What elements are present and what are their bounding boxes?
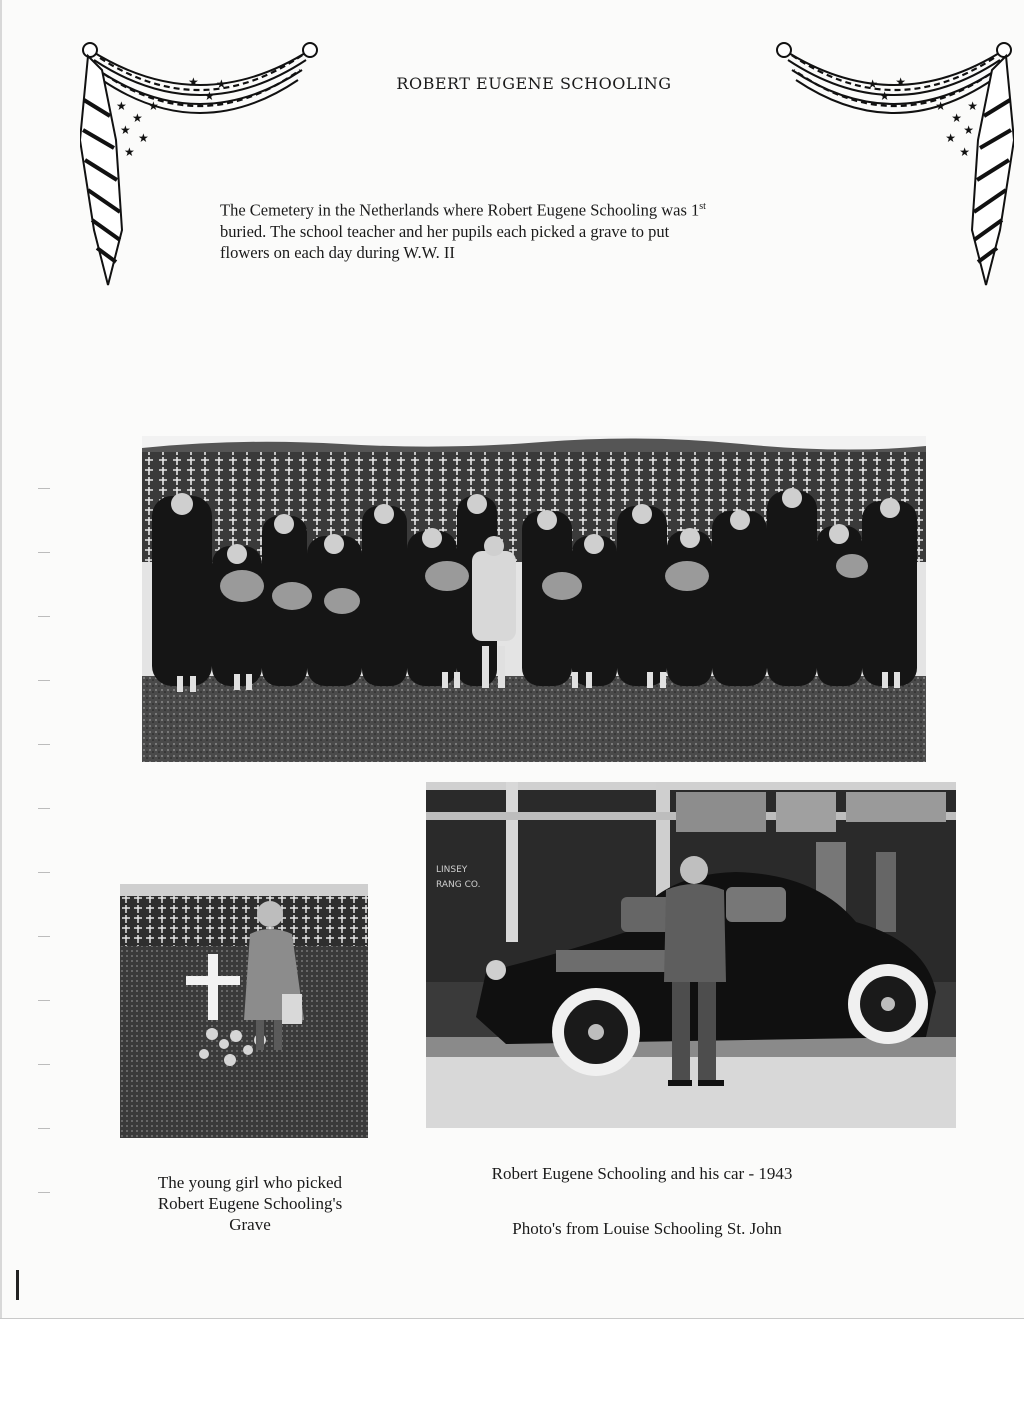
- scan-tick: [38, 872, 50, 873]
- girl-at-grave-photo: [120, 884, 368, 1138]
- group-photo: [142, 436, 926, 762]
- scan-tick: [38, 936, 50, 937]
- scan-tick: [38, 744, 50, 745]
- man-with-car-photo: [426, 782, 956, 1128]
- svg-text:★: ★: [120, 123, 131, 137]
- caption-line: The young girl who picked: [157, 1173, 343, 1192]
- svg-text:★: ★: [895, 75, 906, 89]
- scan-tick: [38, 680, 50, 681]
- svg-text:★: ★: [148, 99, 159, 113]
- svg-text:★: ★: [132, 111, 143, 125]
- svg-text:★: ★: [188, 75, 199, 89]
- intro-superscript: st: [699, 201, 706, 212]
- man-with-car-photo-icon: [426, 782, 956, 1128]
- caption-line: Grave: [229, 1215, 271, 1234]
- svg-text:★: ★: [945, 131, 956, 145]
- intro-paragraph: [220, 196, 870, 263]
- svg-text:★: ★: [116, 99, 127, 113]
- page-title: ROBERT EUGENE SCHOOLING: [396, 74, 672, 93]
- caption-line: Robert Eugene Schooling's: [157, 1194, 343, 1213]
- scan-tick: [38, 552, 50, 553]
- intro-line: [220, 196, 870, 221]
- photo-credit: Photo's from Louise Schooling St. John: [512, 1219, 782, 1238]
- svg-text:★: ★: [963, 123, 974, 137]
- group-photo-cemetery-icon: [142, 436, 926, 762]
- svg-text:RANG CO.: RANG CO.: [436, 880, 481, 890]
- scan-tick: [38, 616, 50, 617]
- svg-text:★: ★: [935, 99, 946, 113]
- scan-tick: [38, 808, 50, 809]
- svg-text:★: ★: [879, 89, 890, 103]
- scan-edge-mark: [16, 1270, 19, 1300]
- svg-text:★: ★: [967, 99, 978, 113]
- car-photo-caption: Robert Eugene Schooling and his car - 1943: [491, 1164, 793, 1183]
- intro-line: buried. The school teacher and her pupils each picked a grave to put: [220, 221, 670, 241]
- scan-tick: [38, 1128, 50, 1129]
- svg-text:LINSEY: LINSEY: [436, 865, 468, 875]
- svg-text:★: ★: [138, 131, 149, 145]
- svg-text:★: ★: [951, 111, 962, 125]
- svg-text:★: ★: [867, 77, 878, 91]
- intro-line: flowers on each day during W.W. II: [220, 242, 455, 262]
- scan-tick: [38, 1192, 50, 1193]
- scan-tick: [38, 1064, 50, 1065]
- girl-photo-caption: [112, 1172, 388, 1235]
- scan-tick: [38, 488, 50, 489]
- page-edge-line: [0, 1318, 1024, 1319]
- scan-tick: [38, 1000, 50, 1001]
- svg-text:★: ★: [124, 145, 135, 159]
- svg-text:★: ★: [204, 89, 215, 103]
- girl-at-grave-photo-icon: [120, 884, 368, 1138]
- intro-text: The Cemetery in the Netherlands where Robert Eugene Schooling was 1: [220, 200, 700, 220]
- svg-text:★: ★: [216, 77, 227, 91]
- svg-text:★: ★: [959, 145, 970, 159]
